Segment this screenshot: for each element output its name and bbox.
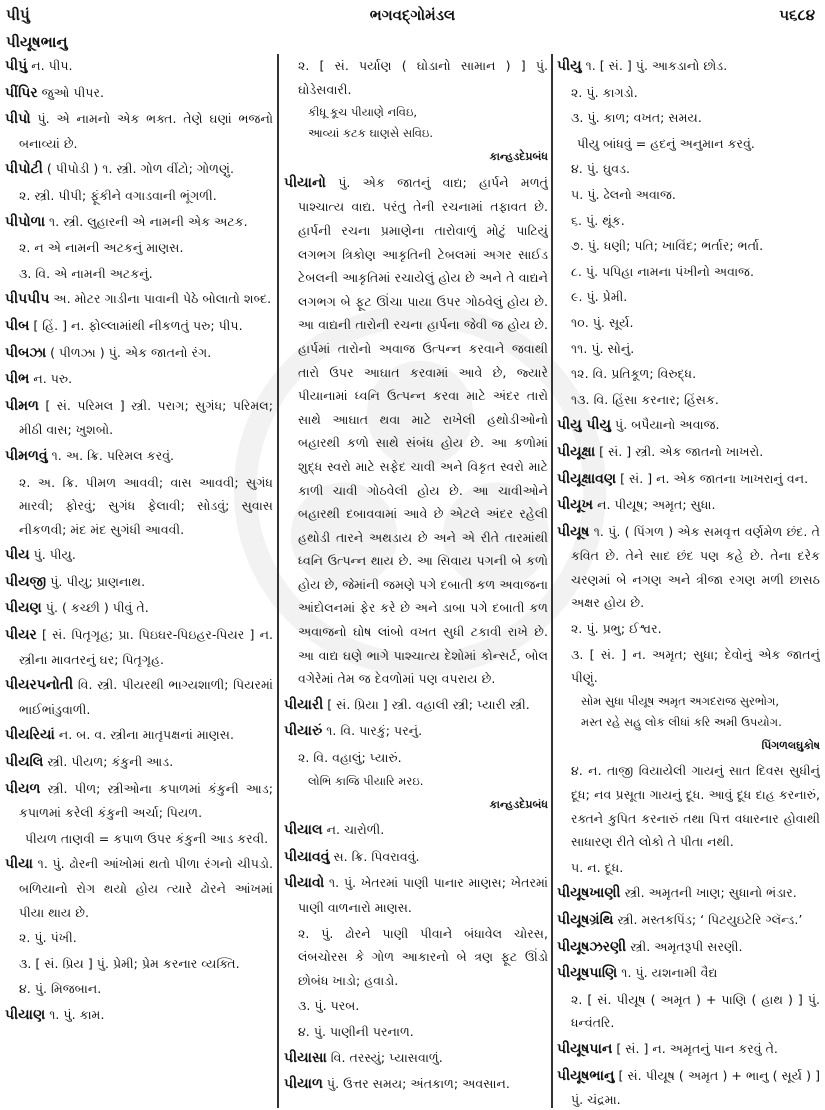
sense-line [557, 81, 820, 105]
definition-text: પું. ( કચ્છી ) પીવું તે. [45, 600, 149, 616]
sense-line [284, 1020, 548, 1044]
headword: પીયલિ [5, 754, 44, 771]
dictionary-entry [557, 520, 820, 615]
definition-text: ૪. પું. પાણીની પરનાળ. [298, 1023, 414, 1039]
definition-text: ૧. પું. ઢોરની આંખોમાં થતો પીળા રંગનો ચીપડો. બળિયાનો રોગ થયો હોય ત્યારે ઢોરને આંખમાં પીયા થાય છે. [19, 856, 273, 920]
definition-text: [ સં. પ્રિયા ] સ્ત્રી. વહાલી સ્ત્રી; પ્યારી સ્ત્રી. [327, 696, 530, 712]
quotation-line [284, 124, 548, 143]
definition-text: ૪. પું. મિજબાન. [19, 981, 102, 997]
definition-text: [ સં. ] સ્ત્રી. એક જાતનો ખાખરો. [599, 443, 764, 459]
definition-text: સ્ત્રી. અમૃતરૂપી સરણી. [630, 938, 743, 954]
book-title: ભગવદ્ગોમંડલ [369, 6, 456, 24]
sense-line [284, 746, 548, 770]
definition-text: ૧૧. પું. સોનું. [571, 340, 635, 356]
headword: પીંપિર [5, 84, 38, 101]
sense-line [557, 183, 820, 207]
dictionary-entry [5, 852, 273, 924]
dictionary-entry [5, 570, 273, 595]
definition-text: ૩. પું. પરબ. [298, 998, 360, 1014]
column-1 [5, 54, 273, 1108]
headword: પીયળ [5, 780, 41, 797]
definition-text: ન. બ. વ. સ્ત્રીના માતૃપક્ષનાં માણસ. [58, 727, 234, 743]
source-citation [557, 734, 820, 758]
headword: પીયરિયાં [5, 727, 55, 744]
dictionary-entry [557, 961, 820, 986]
definition-text: ૨. ન એ નામની અટકનું માણસ. [19, 240, 184, 256]
headword: પીયાલ [284, 822, 323, 839]
definition-text: ૫. ન. દૂધ. [571, 859, 624, 875]
dictionary-entry [5, 81, 273, 106]
definition-text: ૨. [ સં. પર્યાણ ( ઘોડાનો સામાન ) ] પું. ઘોડેસવારી. [298, 58, 548, 97]
dictionary-entry [5, 287, 273, 312]
definition-text: કાન્હડદેપ્રબંધ [489, 150, 548, 164]
definition-text: [ સં. પિતૃગૃહ; પ્રા. પિઇઘર-પિઇહર-પિયર ] ન. સ્ત્રીના માવતરનું ઘર; પિતૃગૃહ. [19, 627, 273, 667]
headword: પીમળવું [5, 447, 48, 464]
dictionary-entry [5, 394, 273, 442]
column-divider [277, 54, 279, 1108]
definition-text: અ. મોટર ગાડીના પાવાની પેઠે બોલાતો શબ્દ. [53, 291, 272, 307]
definition-text: સ્ત્રી. અમૃતની ખાણ; સુધાનો ભંડાર. [624, 885, 797, 901]
sense-line [284, 994, 548, 1018]
definition-text: પું. પીયુ; પ્રાણનાથ. [50, 573, 146, 589]
definition-text: લોભિ કાજિ પીયારિ મરઇ. [308, 773, 424, 788]
dictionary-entry [5, 543, 273, 568]
dictionary-entry [5, 314, 273, 339]
column-3 [557, 54, 820, 1108]
sense-line [5, 184, 273, 208]
header-first-word: પીપું [6, 6, 30, 24]
definition-text: મસ્ત રહે સહુ લોક લીધાં કરિ અમી ઉપયોગ. [581, 714, 782, 729]
definition-text: [ હિં. ] ન. ફોલ્લામાંથી નીકળતું પરુ; પીપ. [33, 317, 243, 333]
header-last-word: પીયૂષભાનુ [6, 33, 68, 51]
definition-text: [ સં. પીયૂષ ( અમૃત ) + ભાનુ ( સૂર્ય ) ] પું. ચંદ્રમા. [571, 1067, 820, 1108]
definition-text: ૪. ન. તાજી વિયાયેલી ગાયનું સાત દિવસ સુધીનું દૂધ; નવ પ્રસૂતા ગાયનું દૂધ. આવું દૂધ દાહ કરનારું, રક્તને કુપિત કરનારું તથા પિત્ત વધારનાર હોવાથી સાધારણ રીતે લોકો તે પીતા નથી. [571, 763, 820, 850]
definition-text: ૯. પું. પ્રેમી. [571, 289, 628, 305]
headword: પીયૂષઝરણી [557, 938, 627, 955]
dictionary-entry [5, 210, 273, 235]
dictionary-entry [284, 1046, 548, 1071]
headword: પીબ [5, 317, 30, 334]
headword: પીયા [5, 856, 33, 873]
headword: પીયૂષપાન [557, 1040, 613, 1057]
definition-text: સ. ક્રિ. પિવરાવવું. [333, 848, 420, 864]
definition-text: ૩. [ સં. પ્રિય ] પું. પ્રેમી; પ્રેમ કરનાર વ્યક્તિ. [19, 955, 240, 971]
dictionary-entry [557, 881, 820, 906]
headword: પીયૂક્ષાવણ [557, 470, 617, 487]
definition-text: ૧૩. વિ. હિંસા કરનાર; હિંસક. [571, 391, 719, 407]
definition-text: [ સં. ] ન. અમૃતનું પાન કરવું તે. [616, 1040, 778, 1056]
headword: પીયૂક્ષા [557, 443, 596, 460]
sense-line [557, 337, 820, 361]
definition-text: વિ. સ્ત્રી. પીયરથી ભાગ્યશાળી; પિયરમાં ભાઈભાંડુવાળી. [19, 677, 273, 717]
dictionary-entry [5, 54, 273, 79]
headword: પીયરપનોતી [5, 677, 74, 694]
dictionary-entry [557, 935, 820, 960]
headword: પીયૂષ [557, 523, 590, 540]
definition-text: ૨. પું. ઢોરને પાણી પીવાને બંધાવેલ ચોરસ, લંબચોરસ કે ગોળ આકારનો બે ત્રણ ફૂટ ઊંડો છોબંધ ખાડો; હવાડો. [298, 925, 548, 988]
headword: પીપોટી [5, 161, 43, 178]
page-number: ૫૬૮૪ [779, 6, 815, 24]
dictionary-entry [5, 777, 273, 825]
headword: પીપપીપ [5, 291, 50, 308]
dictionary-entry [557, 440, 820, 465]
idiom-phrase [5, 827, 273, 851]
definition-text: ૧. પું. ( પિંગળ ) એક સમવૃત્ત વર્ણમેળ છંદ. તે કવિત છે. તેને સાદ છંદ પણ કહે છે. તેના દરેક ચરણમાં બે નગણ અને ત્રીજા રગણ મળી છાસઠ અક્ષર હોય છે. [571, 523, 820, 611]
definition-text: ૨. [ સં. પીયૂષ ( અમૃત ) + પાણિ ( હાથ ) ] પું. ધન્વંતરિ. [571, 991, 820, 1031]
dictionary-entry [5, 157, 273, 182]
definition-text: પું. પીયુ. [33, 547, 76, 563]
dictionary-entry [5, 341, 273, 366]
sense-line [557, 234, 820, 258]
headword: પીયારું [284, 723, 323, 740]
source-citation [284, 145, 548, 169]
headword: પીયણ [5, 600, 42, 617]
definition-text: ૨. પું. પ્રભુ; ઈશ્વર. [571, 621, 662, 637]
dictionary-entry [557, 908, 820, 933]
definition-text: કીધૂ કૂચ પીયાણે નવિઇ, [308, 105, 417, 120]
sense-line [557, 617, 820, 641]
headword: પીયાસા [284, 1049, 327, 1066]
definition-text: ૩. [ સં. ] ન. અમૃત; સુધા; દેવોનું એક જાતનું પીણું. [571, 646, 820, 686]
definition-text: ૧૨. વિ. પ્રતિકૂળ; વિરુદ્ધ. [571, 366, 697, 382]
sense-line [557, 856, 820, 880]
headword: પીયારી [284, 696, 324, 713]
dictionary-entry [284, 693, 548, 718]
definition-text: પું. બપૈયાનો અવાજ. [615, 417, 720, 433]
definition-text: ૫. પું. ઢેલનો અવાજ. [571, 186, 676, 202]
definition-text: ૧. સ્ત્રી. લુહારની એ નામની એક અટક. [49, 213, 248, 229]
sense-line [5, 236, 273, 260]
sense-line [557, 988, 820, 1035]
definition-text: સ્ત્રી. મસ્તકપિંડ; ‘ પિટયુઇટેરિ ગ્લૅન્ડ.’ [617, 912, 803, 927]
headword: પીયુ [557, 58, 582, 74]
definition-text: ૨. સ્ત્રી. પીપી; ફૂંકીને વગાડવાની ભૂંગળી. [19, 187, 217, 203]
dictionary-entry [284, 1072, 548, 1097]
headword: પીયુ પીયુ [557, 417, 611, 434]
definition-text: સ્ત્રી. પીળ; સ્ત્રીઓના કપાળમાં કંકુની આડ; કપાળમાં કરેલી કંકુની અર્ચા; પિયળ. [19, 780, 273, 821]
dictionary-entry [284, 845, 548, 870]
column-divider [551, 54, 553, 1108]
headword: પીયર [5, 627, 37, 644]
dictionary-entry [284, 171, 548, 691]
definition-text: ૩. પું. કાળ; વખત; સમય. [571, 110, 702, 126]
sense-line [284, 54, 548, 101]
dictionary-entry [5, 623, 273, 671]
dictionary-entry [284, 719, 548, 744]
dictionary-entry [557, 1064, 820, 1108]
definition-text: સ્ત્રી. પીયળ; કંકુની આડ. [47, 754, 174, 770]
definition-text: ( પીળઝા ) પું. એક જાતનો રંગ. [50, 344, 212, 360]
definition-text: ૨. અ. ક્રિ. પીમળ આવવી; વાસ આવવી; સુગંધ મારવી; ફોરવું; સુગંધ ફેલાવી; સોડવું; સુવાસ નીકળવી; મંદ મંદ સુગંધી આવવી. [19, 474, 273, 537]
definition-text: ૩. વિ. એ નામની અટકનું. [19, 265, 153, 281]
dictionary-entry [5, 1003, 273, 1028]
dictionary-entry [557, 54, 820, 79]
quotation-line [284, 103, 548, 122]
definition-text: ૧. પું. યશનામી વૈદ્ય [621, 965, 718, 981]
sense-line [557, 157, 820, 181]
headword: પીબઝા [5, 344, 47, 361]
source-citation [284, 793, 548, 817]
dictionary-entry [284, 818, 548, 843]
sense-line [5, 977, 273, 1001]
headword: પીયૂષપાણિ [557, 965, 618, 982]
definition-text: સોમ સુધા પીયૂષ અમૃત અગદરાજ સુરભોગ, [581, 693, 780, 708]
sense-line [557, 106, 820, 130]
definition-text: જુઓ પીપર. [41, 84, 104, 100]
sense-line [284, 922, 548, 993]
definition-text: ૭. પું. ધણી; પતિ; ખાવિંદ; ભર્તાર; ભર્તા. [571, 238, 764, 254]
definition-text: વિ. તરસ્યું; પ્યાસવાળું. [330, 1049, 443, 1065]
headword: પીપોળા [5, 213, 46, 230]
dictionary-entry [284, 871, 548, 919]
sense-line [557, 759, 820, 853]
dictionary-entry [5, 444, 273, 469]
sense-line [557, 643, 820, 690]
dictionary-entry [557, 1037, 820, 1062]
dictionary-entry [5, 107, 273, 155]
quotation-line [557, 692, 820, 711]
definition-text: [ સં. ] ન. એક જાતના ખાખરાનું વન. [620, 470, 809, 486]
headword: પીયૂખ [557, 497, 594, 514]
headword: પીયાનો [284, 174, 326, 191]
definition-text: પું. એક જાતનું વાદ્ય; હાર્પને મળતું પાશ્ચાત્ય વાદ્ય. પરંતુ તેની રચનામાં તફાવત છે. હાર્પની રચના પ્રમાણેના તારોવાળું મોટું પાટિયું લગભગ ત્રિકોણ આકૃતિની ટેબલમાં અગર સાઈડ ટેબલની આકૃતિમાં રચાયેલું હોય છે અને તે વાદ્યને લગભગ બે ફૂટ ઊંચા પાયા ઉપર ગોઠવેલું હોય છે. આ વાદ્યની તારોની રચના હાર્પના જેવી જ હોય છે. હાર્પમાં તારોનો અવાજ ઉત્પન્ન કરવાને જવાથી તારો ઉપર આઘાત કરવામાં આવે છે, જ્યારે પીયાનામાં ધ્વનિ ઉત્પન્ન કરવા માટે અંદર તારો સાથે આઘાત થવા માટે રાખેલી હથોડીઓનો બહારથી કળો સાથે સંબંધ હોય છે. આ કળોમાં શુદ્ધ સ્વરો માટે સફેદ ચાવી અને વિકૃત સ્વરો માટે કાળી ચાવી ગોઠવેલી હોય છે. આ ચાવીઓને બહારથી દબાવવામાં આવે છે એટલે અંદર રહેલી હથોડી તારને અથડાય છે અને એ રીતે તારમાંથી ધ્વનિ ઉત્પન્ન થાય છે. આ સિવાય પગની બે કળો હોય છે, જેમાંની જમણે પગે દબાતી કળ અવાજના આંદોલનમાં ફેર કરે છે અને ડાબા પગે દબાતી કળ અવાજનો ઘોષ લાંબો વખત સુધી ટકાવી રાખે છે. આ વાદ્ય ઘણે ભાગે પાશ્ચાત્ય દેશોમાં કોન્સર્ટ, બોલ વગેરેમાં તેમ જ દેવળોમાં પણ વપરાય છે. [298, 174, 548, 687]
definition-text: ૨. પું. પંખી. [19, 930, 77, 946]
sense-line [557, 260, 820, 284]
dictionary-entry [557, 413, 820, 438]
dictionary-entry [5, 596, 273, 621]
quotation-line [557, 713, 820, 732]
sense-line [5, 926, 273, 950]
sense-line [5, 262, 273, 286]
headword: પીભ [5, 371, 30, 388]
dictionary-entry [557, 493, 820, 518]
definition-text: ૧૦. પું. સૂર્ય. [571, 314, 634, 330]
dictionary-entry [557, 467, 820, 492]
headword: પીયૂષભાનુ [557, 1067, 615, 1084]
definition-text: ન. ચારોળી. [326, 822, 385, 838]
sense-line [557, 285, 820, 309]
definition-text: પીયુ બાંધવું = હદનું અનુમાન કરવું. [577, 135, 755, 151]
headword: પીય [5, 547, 30, 564]
dictionary-entry [5, 723, 273, 748]
headword: પીયાવવું [284, 848, 330, 865]
definition-text: ૬. પું. થૂંક. [571, 212, 625, 228]
sense-line [557, 209, 820, 233]
definition-text: પું. ઉત્તર સમય; અંતકાળ; અવસાન. [326, 1076, 510, 1092]
headword: પીપો [5, 111, 31, 128]
dictionary-entry [5, 673, 273, 721]
definition-text: ૧. પું. ખેતરમાં પાણી પાનાર માણસ; ખેતરમાં પાણી વાળનારો માણસ. [298, 875, 548, 915]
definition-text: ૪. પું. ઘુવડ. [571, 161, 630, 177]
headword: પીપું [5, 58, 28, 74]
definition-text: ૧. [ સં. ] પું. આકડાનો છોડ. [585, 58, 728, 73]
definition-text: ૧. પું. કામ. [49, 1006, 105, 1022]
definition-text: ૧. વિ. પારકું; પરનું. [326, 723, 423, 739]
idiom-phrase [557, 132, 820, 156]
sense-line [5, 952, 273, 976]
headword: પીયાણ [5, 1006, 46, 1023]
definition-text: પીયળ તાણવી = કપાળ ઉપર કંકુની આડ કરવી. [25, 830, 269, 846]
sense-line [557, 362, 820, 386]
definition-text: [ સં. પરિમલ ] સ્ત્રી. પરાગ; સુગંધ; પરિમલ; મીઠી વાસ; ખુશબો. [19, 397, 273, 438]
dictionary-entry [5, 750, 273, 775]
definition-text: ન. પીયૂષ; અમૃત; સુધા. [597, 497, 716, 513]
sense-line [5, 471, 273, 542]
definition-text: ૨. વિ. વહાલું; પ્યારું. [298, 750, 402, 766]
definition-text: ૧. અ. ક્રિ. પરિમલ કરવું. [51, 447, 175, 463]
definition-text: ન. પીપ. [31, 58, 73, 73]
definition-text: ૨. પું. કાગડો. [571, 84, 638, 100]
definition-text: પું. એ નામનો એક ભક્ત. તેણે ઘણાં ભજનો બનાવ્યાં છે. [19, 111, 273, 151]
sense-line [557, 388, 820, 412]
headword: પીમળ [5, 397, 39, 414]
headword: પીયૂષગ્રંથિ [557, 912, 614, 928]
definition-text: પિંગળલઘુકોષ [761, 738, 820, 752]
sense-line [557, 311, 820, 335]
quotation-line [284, 772, 548, 791]
definition-text: ( પીપોડી ) ૧. સ્ત્રી. ગોળ વીંટો; ગોળણું. [46, 161, 234, 177]
definition-text: ૮. પું. પપિહા નામના પંખીનો અવાજ. [571, 263, 754, 279]
headword: પીયાળ [284, 1076, 323, 1093]
definition-text: ન. પરુ. [33, 371, 73, 387]
dictionary-entry [5, 367, 273, 392]
definition-text: આવ્યાં કટક ઘાણસે સવિઇ. [308, 126, 433, 141]
headword: પીયૂષખાણી [557, 885, 621, 902]
column-2 [284, 54, 548, 1108]
definition-text: કાન્હડદેપ્રબંધ [489, 797, 548, 811]
headword: પીયાવો [284, 875, 325, 892]
headword: પીયજી [5, 573, 47, 590]
page-header [0, 6, 825, 32]
